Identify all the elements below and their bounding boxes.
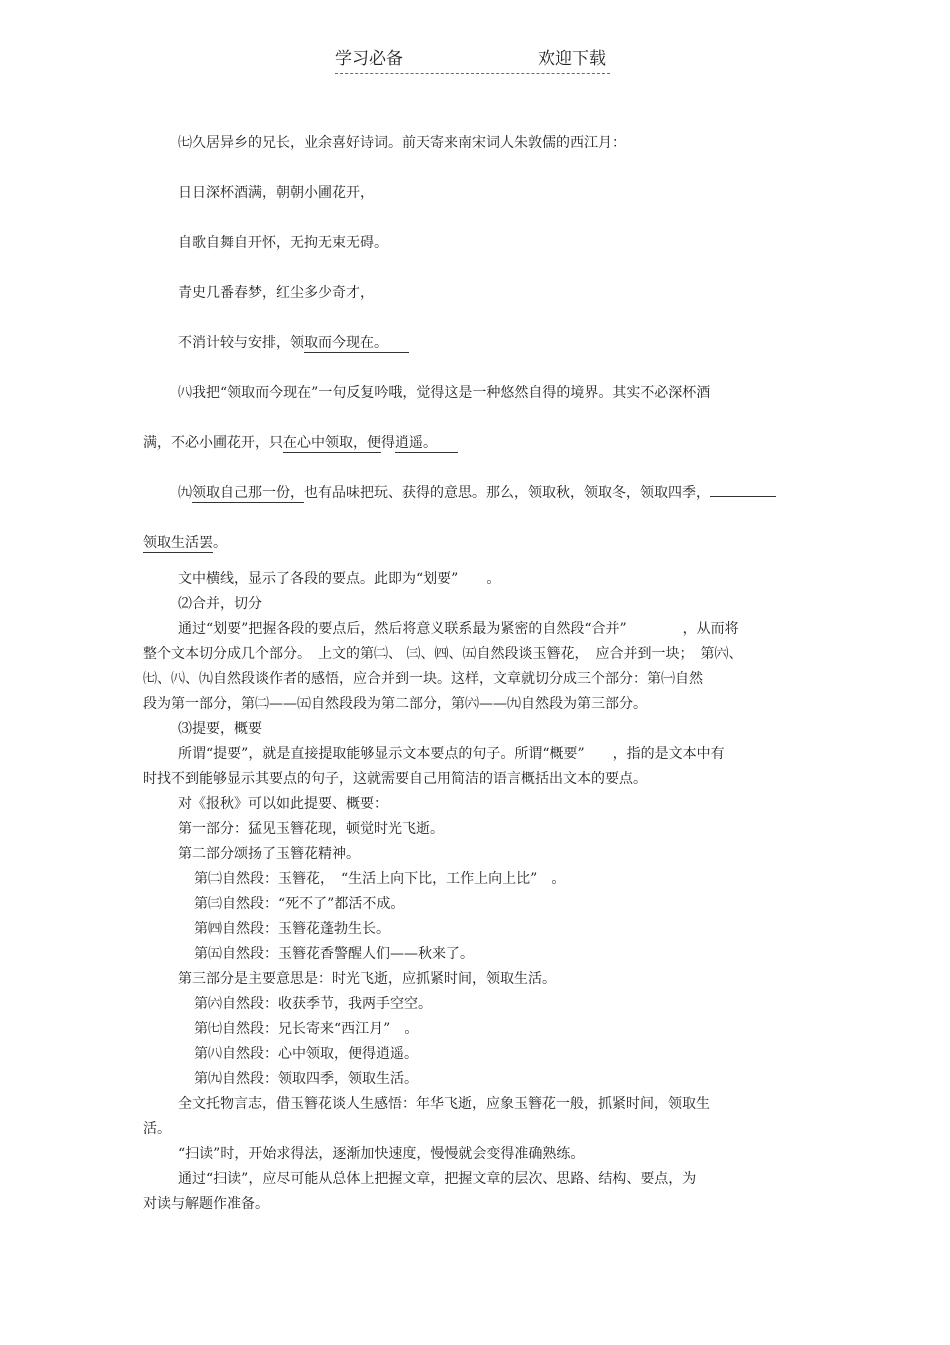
outline-item: 第㈤自然段：玉簪花香警醒人们——秋来了。 — [194, 946, 474, 962]
header-left-text: 学习必备 — [335, 49, 403, 69]
outline-item: 第㈣自然段：玉簪花蓬勃生长。 — [194, 921, 390, 937]
text-line: 第一部分：猛见玉簪花现，顿觉时光飞逝。 — [178, 821, 444, 837]
section-heading: ⑵合并，切分 — [178, 596, 262, 612]
p8-text-1: 满，不必小圃花开，只 — [143, 435, 283, 451]
section-heading: ⑶提要，概要 — [178, 721, 262, 737]
text-line: 对《报秋》可以如此提要、概要： — [178, 796, 388, 812]
outline-item: 第㈧自然段：心中领取，便得逍遥。 — [194, 1046, 418, 1062]
text-line: 全文托物言志，借玉簪花谈人生感悟：年华飞逝，应象玉簪花一般，抓紧时间，领取生 — [178, 1096, 710, 1112]
paragraph-7: ㈦久居异乡的兄长，业余喜好诗词。前天寄来南宋词人朱敦儒的西江月： — [178, 135, 626, 151]
poem-line-4 — [178, 334, 409, 352]
underline-tail — [381, 335, 409, 353]
text-line: 对读与解题作准备。 — [143, 1196, 269, 1212]
p9-text-2: 也有品味把玩、获得的意思。那么，领取秋，领取冬，领取四季， — [304, 485, 710, 501]
paragraph-8-line-2 — [143, 434, 458, 452]
p9-underlined-1: 领取自己那一份， — [192, 485, 304, 501]
header-right-text: 欢迎下载 — [538, 49, 606, 69]
text-line: 所谓“提要”，就是直接提取能够显示文本要点的句子。所谓“概要” ，指的是文本中有 — [178, 746, 725, 762]
text-line: 段为第一部分，第㈡——㈤自然段段为第二部分，第㈥——㈨自然段为第三部分。 — [143, 696, 647, 712]
poem-line-2: 自歌自舞自开怀，无拘无束无碍。 — [178, 235, 388, 251]
header-dashed-underline — [335, 73, 610, 74]
text-line: 第三部分是主要意思是：时光飞逝，应抓紧时间，领取生活。 — [178, 971, 556, 987]
outline-item: 第㈨自然段：领取四季，领取生活。 — [194, 1071, 418, 1087]
poem-line-4-text: 不消计较与安排，领 — [178, 335, 304, 351]
p9-underlined-2: 领取生活罢 — [143, 535, 213, 551]
blank-underline — [710, 484, 776, 497]
poem-line-1: 日日深杯酒满，朝朝小圃花开， — [178, 185, 374, 201]
poem-line-3: 青史几番春梦，红尘多少奇才， — [178, 285, 374, 301]
text-line: 第二部分颂扬了玉簪花精神。 — [178, 846, 360, 862]
p9-text-3: 。 — [213, 535, 227, 551]
text-line: 活。 — [143, 1121, 171, 1137]
outline-item: 第㈥自然段：收获季节，我两手空空。 — [194, 996, 432, 1012]
text-line: 整个文本切分成几个部分。 上文的第㈡、 ㈢、㈣、㈤自然段谈玉簪花， 应合并到一块； 第㈥、 — [143, 646, 743, 662]
p8-text-2: 得 — [381, 435, 395, 451]
page-header — [0, 46, 950, 76]
text-line: 时找不到能够显示其要点的句子，这就需要自己用简洁的语言概括出文本的要点。 — [143, 771, 647, 787]
text-line: 通过“划要”把握各段的要点后，然后将意义联系最为紧密的自然段“合并” ，从而将 — [178, 621, 739, 637]
text-line: 通过“扫读”，应尽可能从总体上把握文章，把握文章的层次、思路、结构、要点，为 — [178, 1171, 697, 1187]
outline-item: 第㈢自然段：“死不了”都活不成。 — [194, 896, 405, 912]
paragraph-9-line-1 — [178, 484, 776, 502]
outline-item: 第㈦自然段：兄长寄来“西江月” 。 — [194, 1021, 419, 1037]
paragraph-9-line-2 — [143, 534, 227, 552]
outline-item: 第㈡自然段：玉簪花， “生活上向下比，工作上向上比” 。 — [194, 871, 566, 887]
p8-underlined-1: 在心中领取，便 — [283, 435, 381, 451]
paragraph-8-line-1: ㈧我把“领取而今现在”一句反复吟哦，觉得这是一种悠然自得的境界。其实不必深杯酒 — [178, 385, 711, 401]
poem-line-4-underlined: 取而今现在。 — [304, 335, 381, 351]
p8-underlined-2: 逍遥。 — [395, 435, 430, 451]
text-line: “扫读”时，开始求得法，逐渐加快速度，慢慢就会变得准确熟练。 — [178, 1146, 585, 1162]
p9-text-1: ㈨ — [178, 485, 192, 501]
underline-tail — [430, 435, 458, 453]
text-line: 文中横线，显示了各段的要点。此即为“划要” 。 — [178, 571, 501, 587]
text-line: ㈦、㈧、㈨自然段谈作者的感悟，应合并到一块。这样，文章就切分成三个部分：第㈠自然 — [143, 671, 703, 687]
